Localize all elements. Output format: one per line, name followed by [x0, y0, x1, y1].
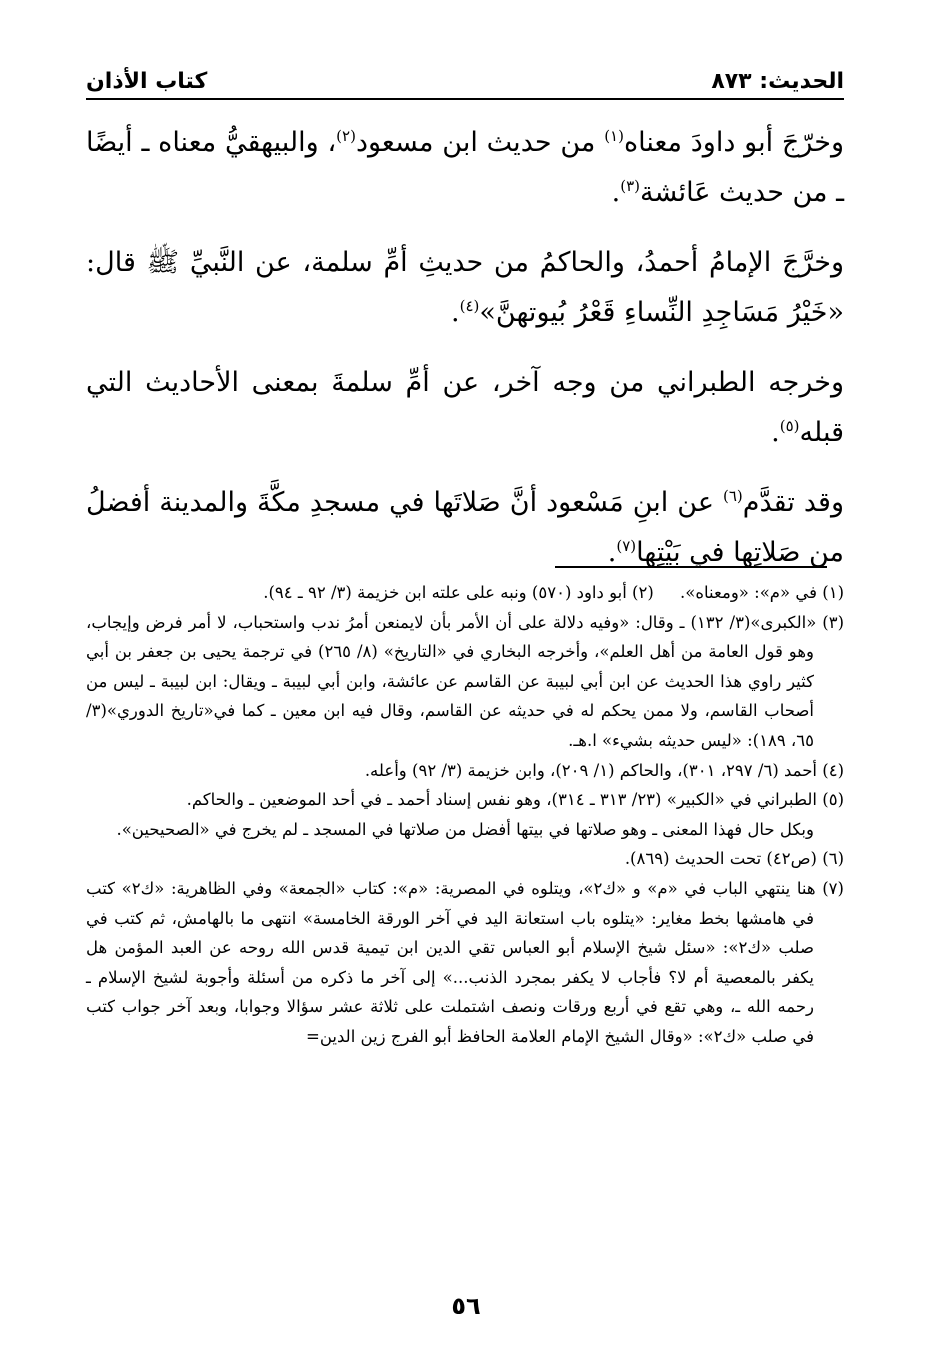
hadith-number: الحديث: ٨٧٣	[711, 69, 844, 94]
paragraph-4-end: .	[607, 537, 617, 568]
paragraph-4-text-a: وقد تقدَّم	[742, 487, 844, 518]
footnote-ref-5: (٥)	[779, 417, 800, 435]
paragraph-1	[86, 118, 844, 218]
footnote-2: (٢) أبو داود (٥٧٠) ونبه على علته ابن خزيمة (٣/ ٩٢ ـ ٩٤).	[263, 583, 654, 602]
paragraph-2-end: .	[451, 297, 460, 328]
footnotes	[86, 578, 844, 1052]
footnote-6: (٦) (ص٤٢) تحت الحديث (٨٦٩).	[624, 849, 844, 869]
paragraph-1-end: .	[611, 177, 621, 208]
footnote-5-continuation: وبكل حال فهذا المعنى ـ وهو صلاتها في بيتها أفضل من صلاتها في المسجد ـ لم يخرج في «الصحيحين».	[116, 819, 814, 839]
footnote-ref-1: (١)	[604, 127, 624, 145]
main-text	[86, 118, 844, 600]
footnote-4: (٤) أحمد (٦/ ٢٩٧، ٣٠١)، والحاكم (١/ ٢٠٩)، وابن خزيمة (٣/ ٩٢) وأعله.	[364, 760, 844, 780]
paragraph-4-text-b: عن ابنِ مَسْعود أنَّ صَلاتَها في مسجدِ مكَّةَ والمدينة أفضلُ من صَلاتِها في بَيْتِها	[86, 487, 844, 568]
paragraph-2-text: وخرَّجَ الإمامُ أحمدُ، والحاكمُ من حديثِ أمِّ سلمة، عن النَّبيِّ ﷺ قال: «خَيْرُ مَسَاجِدِ النِّساءِ قَعْرُ بُيوتهنَّ»	[86, 247, 844, 328]
paragraph-1-text-b: من حديث ابن مسعود	[355, 127, 605, 158]
footnote-5: (٥) الطبراني في «الكبير» (٢٣/ ٣١٣ ـ ٣١٤)، وهو نفس إسناد أحمد ـ في أحد الموضعين ـ والحاكم.	[186, 790, 844, 810]
footnote-ref-6: (٦)	[723, 487, 743, 505]
footnote-3: (٣) «الكبرى»(٣/ ١٣٢) ـ وقال: «وفيه دلالة على أن الأمر بأن لايمنعن أمرُ ندب واستحباب، لا أمر فرض وإيجاب، وهو قول العامة من أهل العلم»، وأخرجه البخاري في «التاريخ» (٨/ ٢٦٥) في ترجمة يحيى بن جعفر بن أبي كثير راوي هذا الحديث عن ابن أبي لبيبة عن القاسم عن عائشة، وابن أبي لبيبة ـ ويقال: ابن لبيبة ـ ليس من أصحاب القاسم، ولا ممن يحكم له في حديثه عن القاسم، وقال فيه ابن معين ـ كما في«تاريخ الدوري»(٣/ ٦٥، ١٨٩): «ليس حديثه بشيء» ا.هـ.	[86, 612, 845, 750]
paragraph-3-end: .	[771, 417, 780, 448]
paragraph-4	[86, 478, 844, 578]
footnote-ref-2: (٢)	[336, 127, 356, 145]
footnote-7: (٧) هنا ينتهي الباب في «م» و «ك٢»، ويتلوه في المصرية: «م»: كتاب «الجمعة» وفي الظاهرية: «ك٢» كتب في هامشها بخط مغاير: «يتلوه باب استعانة اليد في آخر الورقة الخامسة» انتهى ما بالهامش، ثم كتب في صلب «ك٢»: «سئل شيخ الإسلام أبو العباس تقي الدين ابن تيمية قدس الله روحه عن العبد المؤمن هل يكفر بالمعصية أم لا؟ فأجاب لا يكفر بمجرد الذنب...» إلى آخر ما ذكره من أسئلة وأجوبة لشيخ الإسلام ـ رحمه الله ـ، وهي تقع في أربع ورقات ونصف اشتملت على ثلاثة عشر سؤالا وجوابا، وبعد آخر جواب كتب في صلب «ك٢»: «وقال الشيخ الإمام العلامة الحافظ أبو الفرج زين الدين=	[86, 878, 844, 1046]
paragraph-1-text-c: ، والبيهقيُّ معناه ـ أيضًا ـ من حديث عَائشة	[86, 127, 844, 208]
running-header	[86, 66, 844, 100]
paragraph-1-text-a: وخرّجَ أبو داودَ معناه	[623, 127, 844, 158]
footnote-1-2-line	[86, 578, 844, 608]
footnote-ref-3: (٣)	[620, 177, 641, 195]
footnote-separator	[555, 566, 827, 568]
footnote-ref-4: (٤)	[459, 297, 480, 315]
paragraph-3-text: وخرجه الطبراني من وجه آخر، عن أمِّ سلمةَ بمعنى الأحاديث التي قبله	[86, 367, 844, 448]
book-title: كتاب الأذان	[86, 69, 208, 94]
page-number: ٥٦	[451, 1292, 481, 1320]
footnote-ref-7: (٧)	[616, 537, 637, 555]
paragraph-2	[86, 238, 844, 338]
paragraph-3	[86, 358, 844, 458]
footnote-1: (١) في «م»: «ومعناه».	[680, 583, 844, 602]
